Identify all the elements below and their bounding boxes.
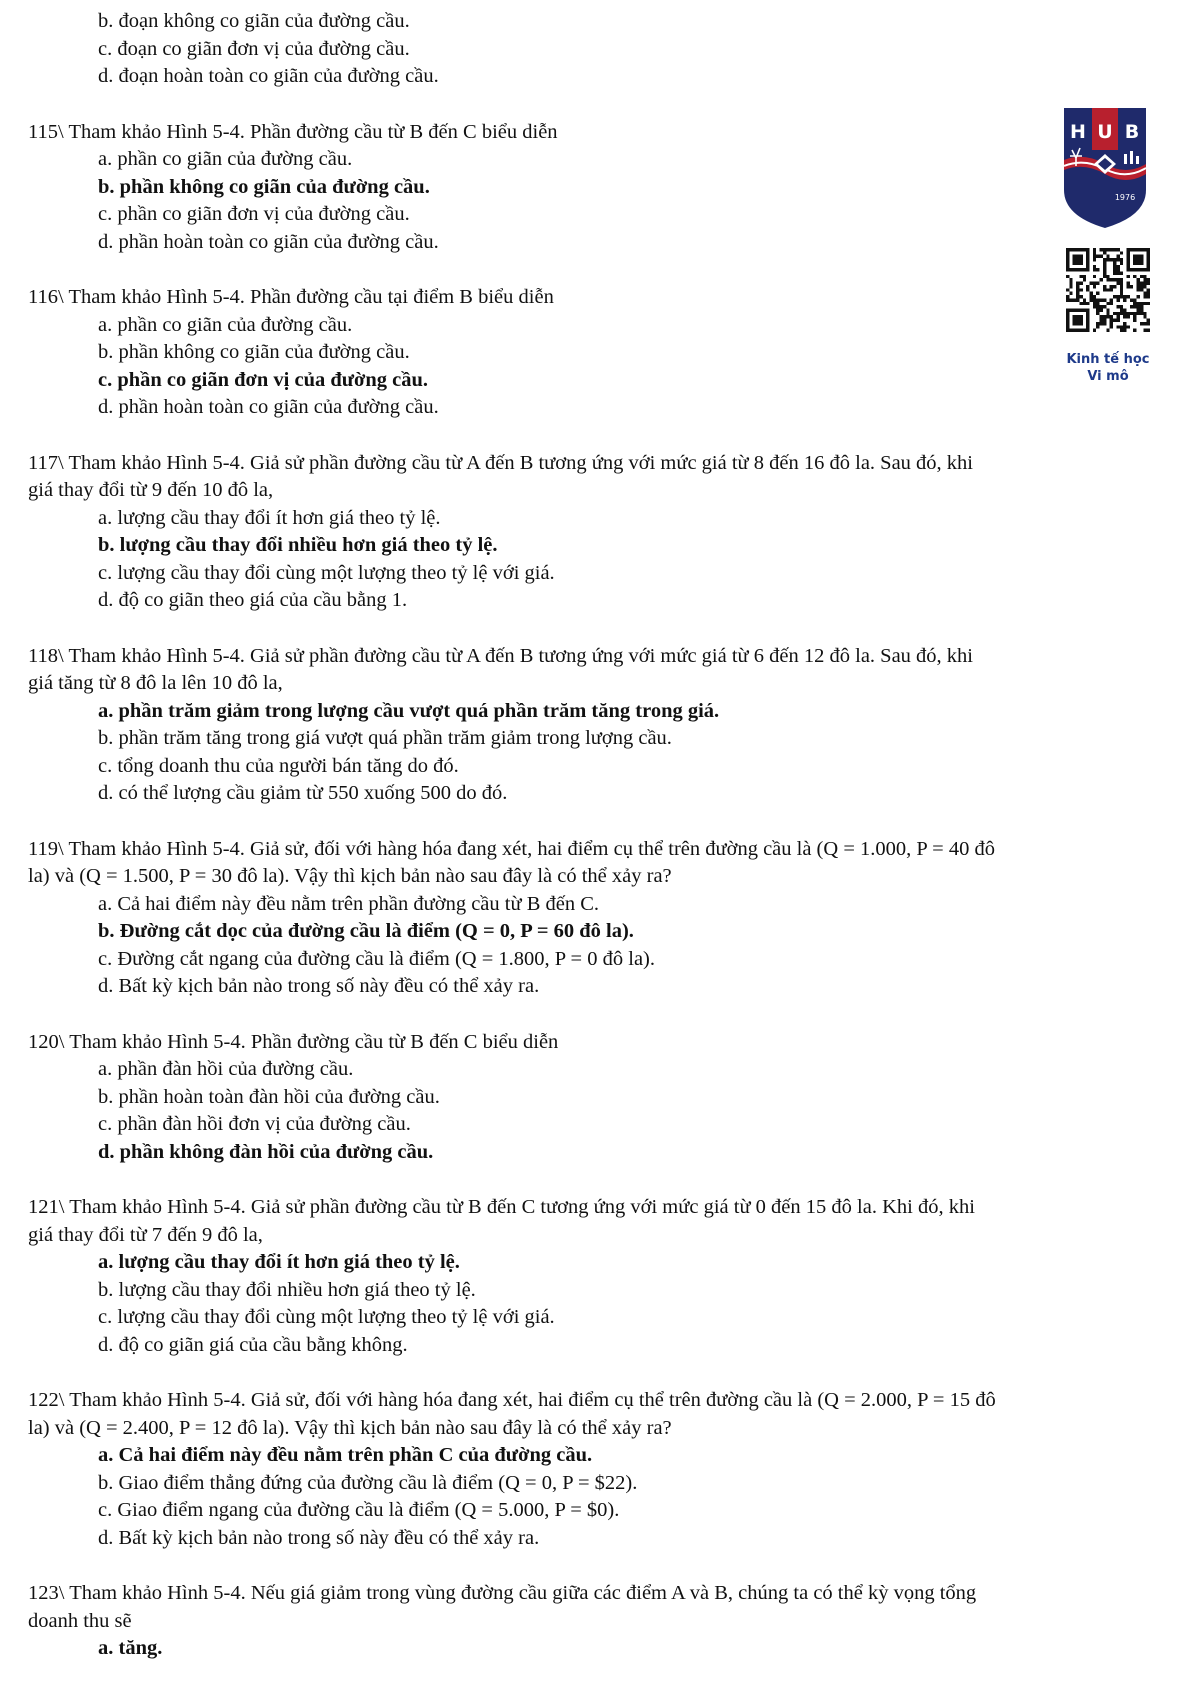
answer-option: d. đoạn hoàn toàn co giãn của đường cầu. xyxy=(98,65,439,87)
hub-university-logo xyxy=(1062,104,1148,230)
question-block xyxy=(28,643,1158,808)
answer-option-correct: a. lượng cầu thay đổi ít hơn giá theo tỷ lệ. xyxy=(98,1251,460,1273)
answer-option: d. độ co giãn giá của cầu bằng không. xyxy=(98,1333,408,1356)
question-stem-line: la) và (Q = 2.400, P = 12 đô la). Vậy thì kịch bản nào sau đây là có thể xảy ra? xyxy=(28,1416,672,1439)
question-block xyxy=(28,836,1158,1001)
question-stem-line: la) và (Q = 1.500, P = 30 đô la). Vậy thì kịch bản nào sau đây là có thể xảy ra? xyxy=(28,865,672,887)
question-stem-line: 122\ Tham khảo Hình 5-4. Giả sử, đối với hàng hóa đang xét, hai điểm cụ thể trên đường cầu là (Q = 2.000, P = 15 đô xyxy=(28,1389,996,1411)
answer-option-correct: b. Đường cắt dọc của đường cầu là điểm (Q = 0, P = 60 đô la). xyxy=(98,920,634,942)
course-brand xyxy=(1050,351,1166,385)
question-block xyxy=(28,450,1158,615)
answer-option: b. lượng cầu thay đổi nhiều hơn giá theo tỷ lệ. xyxy=(98,1278,476,1301)
answer-option: b. phần không co giãn của đường cầu. xyxy=(98,341,410,363)
answer-option: b. phần hoàn toàn đàn hồi của đường cầu. xyxy=(98,1085,440,1108)
question-stem-line: 117\ Tham khảo Hình 5-4. Giả sử phần đường cầu từ A đến B tương ứng với mức giá từ 8 đến 16 đô la. Sau đó, khi xyxy=(28,451,974,474)
answer-option: d. Bất kỳ kịch bản nào trong số này đều có thể xảy ra. xyxy=(98,975,540,997)
brand-line-2: Vi mô xyxy=(1087,369,1129,384)
question-stem-line: doanh thu sẽ xyxy=(28,1609,132,1632)
question-block xyxy=(28,1029,1158,1167)
answer-option-correct: a. tăng. xyxy=(98,1637,163,1659)
logo-year: 1976 xyxy=(1114,193,1136,202)
question-block xyxy=(28,1387,1158,1552)
answer-option: b. Giao điểm thẳng đứng của đường cầu là điểm (Q = 0, P = $22). xyxy=(98,1471,638,1494)
question-stem-line: 123\ Tham khảo Hình 5-4. Nếu giá giảm trong vùng đường cầu giữa các điểm A và B, chúng ta có thể kỳ vọng tổng xyxy=(28,1582,977,1604)
answer-option-correct: c. phần co giãn đơn vị của đường cầu. xyxy=(98,368,429,391)
brand-line-1: Kinh tế học xyxy=(1066,352,1150,367)
question-stem-line: 121\ Tham khảo Hình 5-4. Giả sử phần đường cầu từ B đến C tương ứng với mức giá từ 0 đến 15 đô la. Khi đó, khi xyxy=(28,1196,975,1218)
answer-option: c. tổng doanh thu của người bán tăng do đó. xyxy=(98,754,459,777)
question-stem-line: giá thay đổi từ 7 đến 9 đô la, xyxy=(28,1223,263,1246)
question-block xyxy=(28,284,1158,422)
answer-option-correct: d. phần không đàn hồi của đường cầu. xyxy=(98,1140,434,1163)
question-block xyxy=(28,1194,1158,1359)
answer-option: c. lượng cầu thay đổi cùng một lượng theo tỷ lệ với giá. xyxy=(98,1306,555,1328)
answer-option-correct: b. lượng cầu thay đổi nhiều hơn giá theo tỷ lệ. xyxy=(98,534,498,556)
answer-option: d. có thể lượng cầu giảm từ 550 xuống 500 do đó. xyxy=(98,782,508,804)
qr-code-icon xyxy=(1066,248,1150,332)
answer-option-correct: a. Cả hai điểm này đều nằm trên phần C của đường cầu. xyxy=(98,1444,593,1466)
answer-option: d. độ co giãn theo giá của cầu bằng 1. xyxy=(98,589,408,611)
question-block xyxy=(28,1580,1158,1663)
question-stem-line: 115\ Tham khảo Hình 5-4. Phần đường cầu từ B đến C biểu diễn xyxy=(28,120,558,143)
answer-option: c. lượng cầu thay đổi cùng một lượng theo tỷ lệ với giá. xyxy=(98,561,555,584)
answer-option: c. đoạn co giãn đơn vị của đường cầu. xyxy=(98,37,410,60)
answer-option: c. Đường cắt ngang của đường cầu là điểm (Q = 1.800, P = 0 đô la). xyxy=(98,947,655,970)
answer-option: b. phần trăm tăng trong giá vượt quá phần trăm giảm trong lượng cầu. xyxy=(98,727,672,749)
logo-letter-h: H xyxy=(1070,121,1086,143)
answer-option: c. phần co giãn đơn vị của đường cầu. xyxy=(98,203,410,225)
answer-option: a. phần co giãn của đường cầu. xyxy=(98,148,353,170)
question-stem-line: 116\ Tham khảo Hình 5-4. Phần đường cầu tại điểm B biểu diễn xyxy=(28,286,554,308)
question-stem-line: giá tăng từ 8 đô la lên 10 đô la, xyxy=(28,672,283,694)
answer-option: a. phần co giãn của đường cầu. xyxy=(98,313,353,336)
answer-option: c. Giao điểm ngang của đường cầu là điểm (Q = 5.000, P = $0). xyxy=(98,1499,620,1521)
answer-option-correct: b. phần không co giãn của đường cầu. xyxy=(98,175,430,198)
question-stem-line: giá thay đổi từ 9 đến 10 đô la, xyxy=(28,479,274,501)
answer-option: d. Bất kỳ kịch bản nào trong số này đều có thể xảy ra. xyxy=(98,1526,540,1549)
answer-option-correct: a. phần trăm giảm trong lượng cầu vượt quá phần trăm tăng trong giá. xyxy=(98,699,720,722)
answer-option: a. phần đàn hồi của đường cầu. xyxy=(98,1058,354,1080)
logo-letter-u: U xyxy=(1097,121,1113,143)
answer-option: c. phần đàn hồi đơn vị của đường cầu. xyxy=(98,1113,411,1135)
answer-option: a. lượng cầu thay đổi ít hơn giá theo tỷ lệ. xyxy=(98,506,441,529)
question-stem-line: 120\ Tham khảo Hình 5-4. Phần đường cầu từ B đến C biểu diễn xyxy=(28,1030,559,1053)
answer-option: d. phần hoàn toàn co giãn của đường cầu. xyxy=(98,230,439,253)
question-stem-line: 119\ Tham khảo Hình 5-4. Giả sử, đối với hàng hóa đang xét, hai điểm cụ thể trên đường cầu là (Q = 1.000, P = 40 đô xyxy=(28,837,995,860)
answer-option: a. Cả hai điểm này đều nằm trên phần đường cầu từ B đến C. xyxy=(98,892,600,915)
question-list xyxy=(28,8,1158,1691)
logo-letter-b: B xyxy=(1124,121,1140,143)
answer-option: d. phần hoàn toàn co giãn của đường cầu. xyxy=(98,396,439,418)
answer-option: b. đoạn không co giãn của đường cầu. xyxy=(98,10,410,32)
question-stem-line: 118\ Tham khảo Hình 5-4. Giả sử phần đường cầu từ A đến B tương ứng với mức giá từ 6 đến 12 đô la. Sau đó, khi xyxy=(28,644,974,667)
question-block xyxy=(28,119,1158,257)
question-intro-options xyxy=(28,8,1158,91)
